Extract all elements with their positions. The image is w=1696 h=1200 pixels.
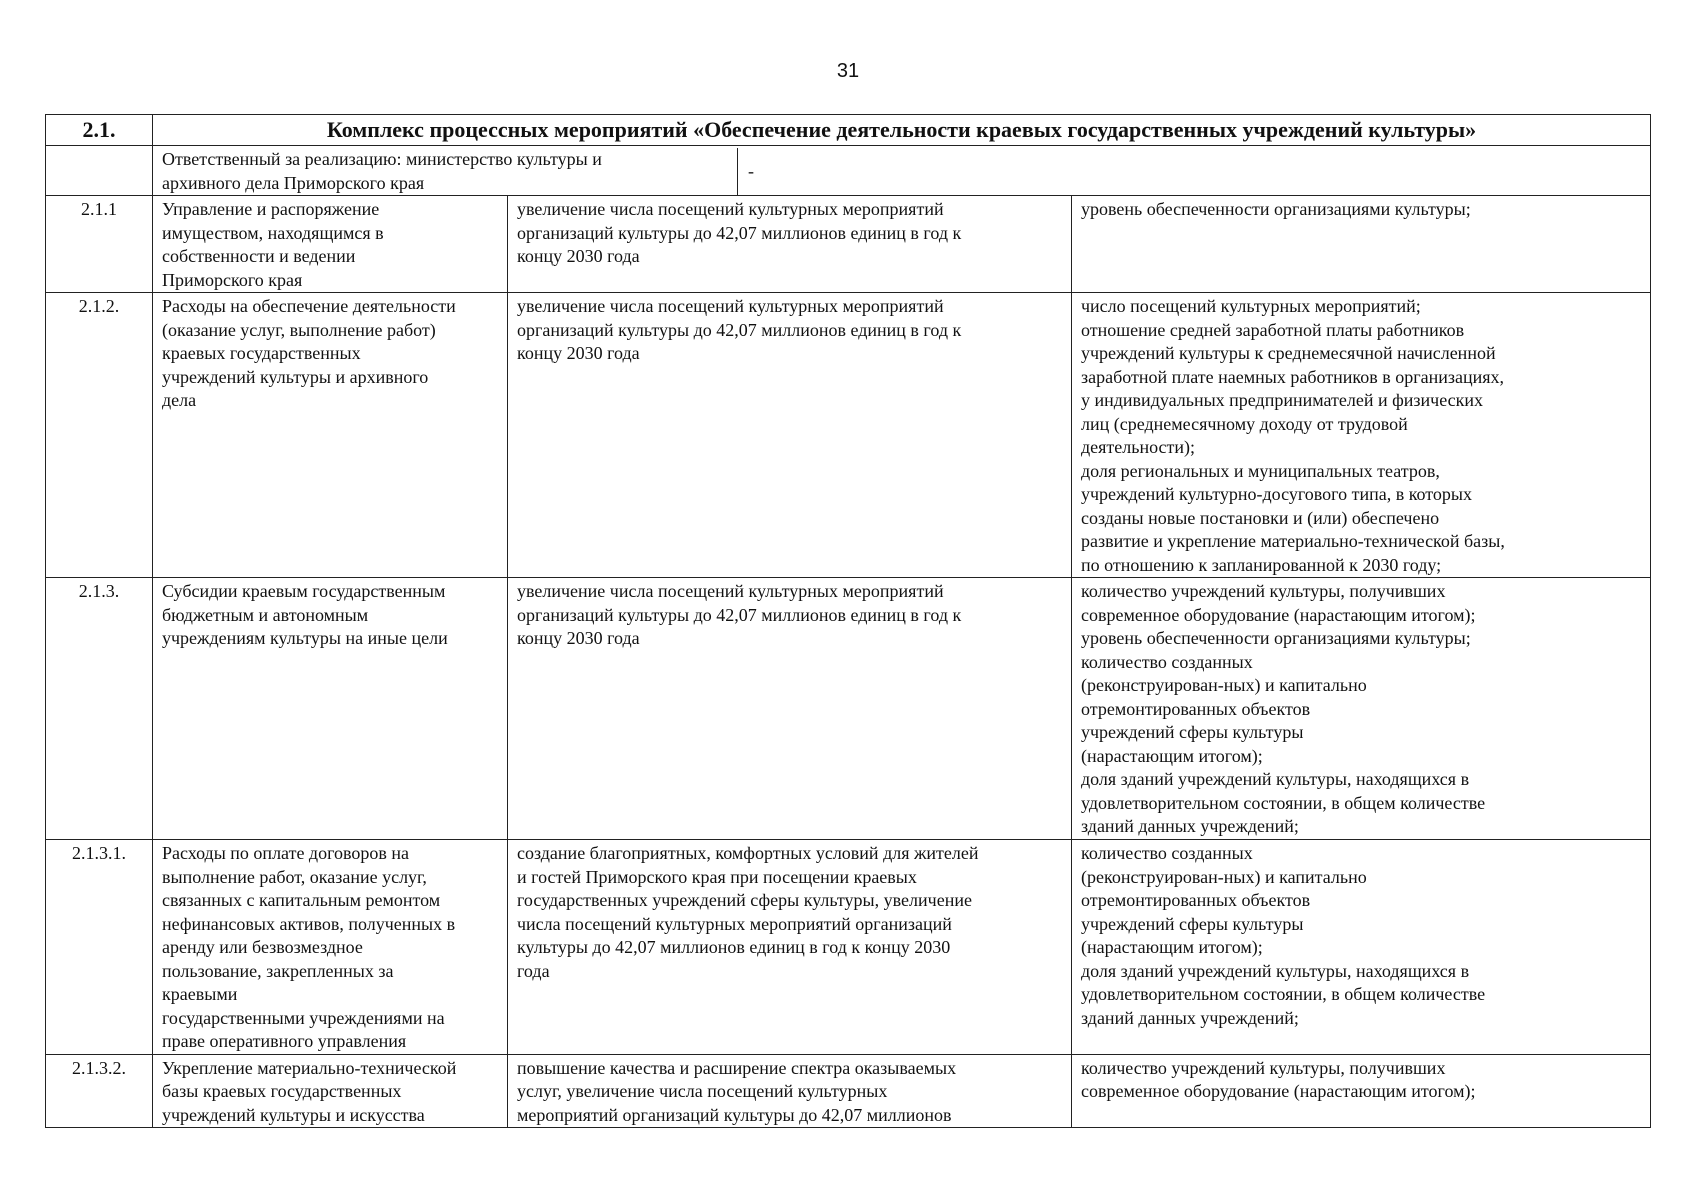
text-line: (реконструирован-ных) и капитально bbox=[1081, 866, 1367, 887]
page-number: 31 bbox=[836, 60, 860, 82]
text-line: доля зданий учреждений культуры, находящихся в bbox=[1081, 960, 1470, 981]
text-line: пользование, закрепленных за bbox=[162, 960, 394, 981]
expected-result-cell bbox=[508, 196, 1072, 293]
responsible-value: - bbox=[748, 161, 754, 181]
text-line: учреждений культуры и искусства bbox=[162, 1104, 425, 1125]
measures-table bbox=[45, 114, 1651, 1128]
measure-name-cell bbox=[153, 196, 508, 293]
text-line: организаций культуры до 42,07 миллионов единиц в год к bbox=[517, 222, 962, 243]
responsible-label: Ответственный за реализацию: министерство культуры и архивного дела Приморского края bbox=[162, 148, 738, 195]
text-line: учреждений сферы культуры bbox=[1081, 722, 1304, 742]
text-line: учреждениям культуры на иные цели bbox=[162, 628, 448, 648]
text-line: имуществом, находящимся в bbox=[162, 222, 384, 243]
text-line: года bbox=[517, 960, 550, 981]
text-line: собственности и ведении bbox=[162, 246, 356, 266]
text-line: концу 2030 года bbox=[517, 246, 640, 266]
text-line: бюджетным и автономным bbox=[162, 604, 369, 625]
text-line: праве оперативного управления bbox=[162, 1031, 407, 1051]
text-line: отремонтированных объектов bbox=[1081, 698, 1311, 719]
text-line: заработной плате наемных работников в организациях, bbox=[1081, 366, 1505, 387]
indicators-cell bbox=[1072, 196, 1651, 293]
text-line: (реконструирован-ных) и капитально bbox=[1081, 675, 1367, 695]
text-line: деятельности); bbox=[1081, 437, 1196, 457]
text-line: зданий данных учреждений; bbox=[1081, 1007, 1299, 1028]
text-line: лиц (среднемесячному доходу от трудовой bbox=[1081, 413, 1408, 434]
expected-result-cell bbox=[508, 578, 1072, 840]
text-line: мероприятий организаций культуры до 42,07 миллионов bbox=[517, 1104, 952, 1125]
measure-name-cell bbox=[153, 293, 508, 578]
text-line: современное оборудование (нарастающим итогом); bbox=[1081, 604, 1476, 625]
expected-result-cell bbox=[508, 840, 1072, 1055]
text-line: Расходы по оплате договоров на bbox=[162, 843, 410, 863]
text-line: увеличение числа посещений культурных мероприятий bbox=[517, 199, 944, 219]
text-line: Управление и распоряжение bbox=[162, 199, 380, 219]
table-row bbox=[46, 293, 1651, 578]
text-line: (нарастающим итогом); bbox=[1081, 745, 1263, 766]
text-line: краевых государственных bbox=[162, 343, 361, 363]
text-line: культуры до 42,07 миллионов единиц в год к концу 2030 bbox=[517, 937, 951, 957]
table-row bbox=[46, 840, 1651, 1055]
text-line: количество учреждений культуры, получивших bbox=[1081, 581, 1446, 601]
section-header-row bbox=[46, 115, 1651, 146]
text-line: учреждений культуры к среднемесячной начисленной bbox=[1081, 343, 1496, 363]
text-line: количество созданных bbox=[1081, 843, 1253, 863]
text-line: число посещений культурных мероприятий; bbox=[1081, 296, 1421, 316]
text-line: удовлетворительном состоянии, в общем количестве bbox=[1081, 984, 1486, 1004]
table-row bbox=[46, 196, 1651, 293]
responsible-cell bbox=[153, 146, 1651, 196]
text-line: по отношению к запланированной к 2030 году; bbox=[1081, 554, 1442, 575]
row-number: 2.1.3.2. bbox=[46, 1054, 153, 1128]
text-line: учреждений сферы культуры bbox=[1081, 913, 1304, 934]
text-line: создание благоприятных, комфортных условий для жителей bbox=[517, 843, 979, 863]
row-number: 2.1.3.1. bbox=[46, 840, 153, 1055]
text-line: организаций культуры до 42,07 миллионов единиц в год к bbox=[517, 319, 962, 340]
text-line: организаций культуры до 42,07 миллионов единиц в год к bbox=[517, 604, 962, 625]
text-line: развитие и укрепление материально-технической базы, bbox=[1081, 531, 1505, 551]
measure-name-cell bbox=[153, 840, 508, 1055]
text-line: у индивидуальных предпринимателей и физических bbox=[1081, 390, 1484, 410]
text-line: государственных учреждений сферы культуры, увеличение bbox=[517, 890, 972, 910]
expected-result-cell bbox=[508, 1054, 1072, 1128]
text-line: и гостей Приморского края при посещении краевых bbox=[517, 866, 917, 887]
text-line: учреждений культуры и архивного bbox=[162, 366, 429, 387]
text-line: Расходы на обеспечение деятельности bbox=[162, 296, 456, 316]
responsible-empty-cell bbox=[46, 146, 153, 196]
text-line: Приморского края bbox=[162, 269, 303, 290]
text-line: (оказание услуг, выполнение работ) bbox=[162, 319, 436, 340]
text-line: зданий данных учреждений; bbox=[1081, 816, 1299, 836]
text-line: краевыми bbox=[162, 984, 238, 1004]
text-line: числа посещений культурных мероприятий организаций bbox=[517, 913, 952, 934]
responsible-row bbox=[46, 146, 1651, 196]
text-line: связанных с капитальным ремонтом bbox=[162, 890, 441, 910]
measure-name-cell bbox=[153, 1054, 508, 1128]
row-number: 2.1.2. bbox=[46, 293, 153, 578]
text-line: отремонтированных объектов bbox=[1081, 890, 1311, 910]
text-line: количество созданных bbox=[1081, 651, 1253, 672]
section-number: 2.1. bbox=[46, 115, 153, 146]
text-line: уровень обеспеченности организациями культуры; bbox=[1081, 199, 1471, 219]
text-line: доля региональных и муниципальных театров, bbox=[1081, 460, 1440, 481]
text-line: удовлетворительном состоянии, в общем количестве bbox=[1081, 792, 1486, 813]
text-line: дела bbox=[162, 390, 197, 410]
text-line: выполнение работ, оказание услуг, bbox=[162, 866, 427, 887]
indicators-cell bbox=[1072, 578, 1651, 840]
text-line: учреждений культурно-досугового типа, в которых bbox=[1081, 484, 1473, 504]
indicators-cell bbox=[1072, 1054, 1651, 1128]
indicators-cell bbox=[1072, 840, 1651, 1055]
table-row bbox=[46, 578, 1651, 840]
measure-name-cell bbox=[153, 578, 508, 840]
text-line: аренду или безвозмездное bbox=[162, 937, 363, 957]
text-line: услуг, увеличение числа посещений культурных bbox=[517, 1081, 888, 1101]
text-line: концу 2030 года bbox=[517, 628, 640, 648]
text-line: количество учреждений культуры, получивших bbox=[1081, 1057, 1446, 1078]
text-line: нефинансовых активов, полученных в bbox=[162, 913, 456, 934]
text-line: отношение средней заработной платы работников bbox=[1081, 319, 1465, 340]
table-row bbox=[46, 1054, 1651, 1128]
text-line: государственными учреждениями на bbox=[162, 1007, 445, 1028]
expected-result-cell bbox=[508, 293, 1072, 578]
row-number: 2.1.3. bbox=[46, 578, 153, 840]
text-line: (нарастающим итогом); bbox=[1081, 937, 1263, 957]
text-line: концу 2030 года bbox=[517, 343, 640, 363]
text-line: доля зданий учреждений культуры, находящихся в bbox=[1081, 769, 1470, 789]
text-line: повышение качества и расширение спектра оказываемых bbox=[517, 1057, 957, 1078]
text-line: созданы новые постановки и (или) обеспечено bbox=[1081, 507, 1440, 528]
text-line: Субсидии краевым государственным bbox=[162, 581, 446, 601]
text-line: увеличение числа посещений культурных мероприятий bbox=[517, 581, 944, 601]
indicators-cell bbox=[1072, 293, 1651, 578]
text-line: базы краевых государственных bbox=[162, 1081, 402, 1101]
text-line: уровень обеспеченности организациями культуры; bbox=[1081, 628, 1471, 648]
text-line: Укрепление материально-технической bbox=[162, 1057, 457, 1078]
text-line: современное оборудование (нарастающим итогом); bbox=[1081, 1081, 1476, 1101]
text-line: увеличение числа посещений культурных мероприятий bbox=[517, 296, 944, 316]
row-number: 2.1.1 bbox=[46, 196, 153, 293]
section-title: Комплекс процессных мероприятий «Обеспечение деятельности краевых государственных учреждений культуры» bbox=[153, 115, 1651, 146]
